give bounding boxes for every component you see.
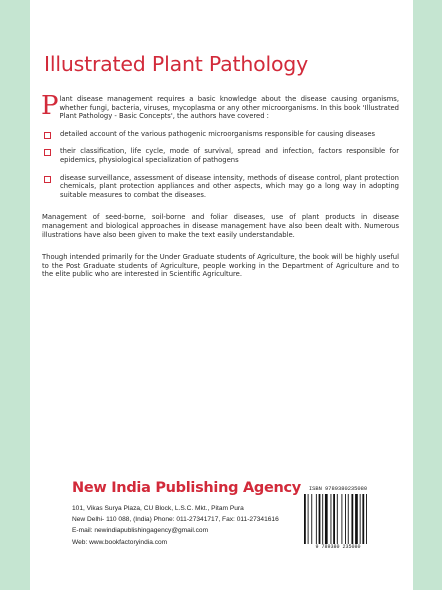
square-bullet-icon [44,149,51,156]
bullet-text: their classification, life cycle, mode of survival, spread and infection, factors responsible for epidemics, physiological specialization of pathogens [60,147,399,164]
bullet-item [42,174,399,200]
book-title: Illustrated Plant Pathology [44,52,309,76]
isbn-label: ISBN 9789380235080 [308,486,368,492]
square-bullet-icon [44,176,51,183]
publisher-address [72,503,279,548]
barcode-icon [304,494,372,544]
intro-paragraph [41,91,399,121]
bullet-item [42,130,399,139]
address-line: 101, Vikas Surya Plaza, CU Block, L.S.C. Mkt., Pitam Pura [72,505,244,512]
publisher-email: E-mail: newindiapublishingagency@gmail.com [72,527,209,535]
square-bullet-icon [44,132,51,139]
drop-cap: P [41,91,59,121]
bullet-item [42,147,399,164]
address-line: New Delhi- 110 088, (India) Phone: 011-27341717, Fax: 011-27341616 [72,516,279,524]
publisher-name: New India Publishing Agency [72,480,301,496]
bullet-text: disease surveillance, assessment of disease intensity, methods of disease control, plant protection chemicals, plant protection appliances and other aspects, which may go a long way in adopting suitable measures to combat the diseases. [60,173,399,199]
bullet-text: detailed account of the various pathogenic microorganisms responsible for causing diseases [60,129,376,138]
blurb [41,91,399,279]
isbn-barcode [301,486,375,554]
barcode-number: 9 789380 235080 [315,544,361,550]
publisher-website: Web: www.bookfactoryindia.com [72,538,168,546]
body-paragraph: Though intended primarily for the Under Graduate students of Agriculture, the book will be highly useful to the Post Graduate students of Agriculture, people working in the Department of Agriculture and to the elite public who are interested in Scientific Agriculture. [42,253,399,279]
body-paragraph: Management of seed-borne, soil-borne and foliar diseases, use of plant products in disease management and biological approaches in disease management have also been dealt with. Numerous illustrations have also been given to make the text easily understandable. [42,213,399,239]
intro-text: lant disease management requires a basic knowledge about the disease causing organisms, whether fungi, bacteria, viruses, mycoplasma or any other microorganisms. In this book 'Illustrated Plant Pathology - Basic Concepts', the authors have covered : [59,95,399,121]
